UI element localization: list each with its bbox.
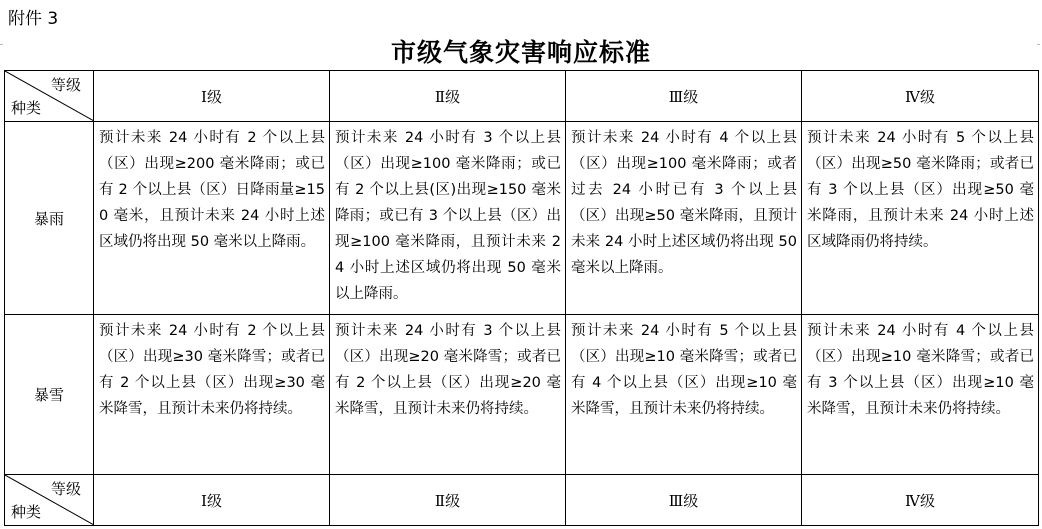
table-footer-row <box>5 475 1039 526</box>
corner-level-label: 等级 <box>50 76 81 94</box>
level-footer-2: Ⅱ级 <box>330 475 566 526</box>
kind-cell-rainstorm: 暴雨 <box>5 122 94 315</box>
corner-kind-label: 种类 <box>11 503 42 521</box>
table-row-snowstorm <box>5 315 1039 475</box>
corner-kind-label: 种类 <box>11 99 42 117</box>
criteria-cell: 预计未来 24 小时有 5 个以上县（区）出现≥10 毫米降雪；或者已有 4 个以上县（区）出现≥10 毫米降雪，且预计未来仍将持续。 <box>566 315 802 475</box>
criteria-cell: 预计未来 24 小时有 3 个以上县（区）出现≥20 毫米降雪；或者已有 2 个以上县（区）出现≥20 毫米降雪，且预计未来仍将持续。 <box>330 315 566 475</box>
corner-footer-cell <box>5 475 94 526</box>
level-header-3: Ⅲ级 <box>566 71 802 122</box>
level-footer-4: Ⅳ级 <box>802 475 1039 526</box>
table-header-row <box>5 71 1039 122</box>
level-footer-3: Ⅲ级 <box>566 475 802 526</box>
kind-cell-snowstorm: 暴雪 <box>5 315 94 475</box>
level-header-2: Ⅱ级 <box>330 71 566 122</box>
table-row-rainstorm <box>5 122 1039 315</box>
level-header-4: Ⅳ级 <box>802 71 1039 122</box>
response-standard-table <box>4 70 1039 526</box>
document-title: 市级气象灾害响应标准 <box>390 38 651 67</box>
corner-header-cell <box>5 71 94 122</box>
level-footer-1: Ⅰ级 <box>94 475 330 526</box>
criteria-cell: 预计未来 24 小时有 4 个以上县（区）出现≥10 毫米降雪；或者已有 3 个以上县（区）出现≥10 毫米降雪，且预计未来仍将持续。 <box>802 315 1039 475</box>
level-header-1: Ⅰ级 <box>94 71 330 122</box>
criteria-cell: 预计未来 24 小时有 4 个以上县（区）出现≥100 毫米降雨；或者过去 24 小时已有 3 个以上县（区）出现≥50 毫米降雨，且预计未来 24 小时上述区域仍将出现 50 毫米以上降雨。 <box>566 122 802 315</box>
criteria-cell: 预计未来 24 小时有 3 个以上县（区）出现≥100 毫米降雨；或已有 2 个以上县(区)出现≥150 毫米降雨；或已有 3 个以上县（区）出现≥100 毫米降雨，且预计未来 24 小时上述区域仍将出现 50 毫米以上降雨。 <box>330 122 566 315</box>
criteria-cell: 预计未来 24 小时有 2 个以上县（区）出现≥30 毫米降雪；或者已有 2 个以上县（区）出现≥30 毫米降雪，且预计未来仍将持续。 <box>94 315 330 475</box>
criteria-cell: 预计未来 24 小时有 2 个以上县（区）出现≥200 毫米降雨；或已有 2 个以上县（区）日降雨量≥150 毫米，且预计未来 24 小时上述区域仍将出现 50 毫米以上降雨。 <box>94 122 330 315</box>
attachment-label: 附件 3 <box>8 9 59 29</box>
criteria-cell: 预计未来 24 小时有 5 个以上县（区）出现≥50 毫米降雨；或者已有 3 个以上县（区）出现≥50 毫米降雨，且预计未来 24 小时上述区域降雨仍将持续。 <box>802 122 1039 315</box>
corner-level-label: 等级 <box>50 480 81 498</box>
